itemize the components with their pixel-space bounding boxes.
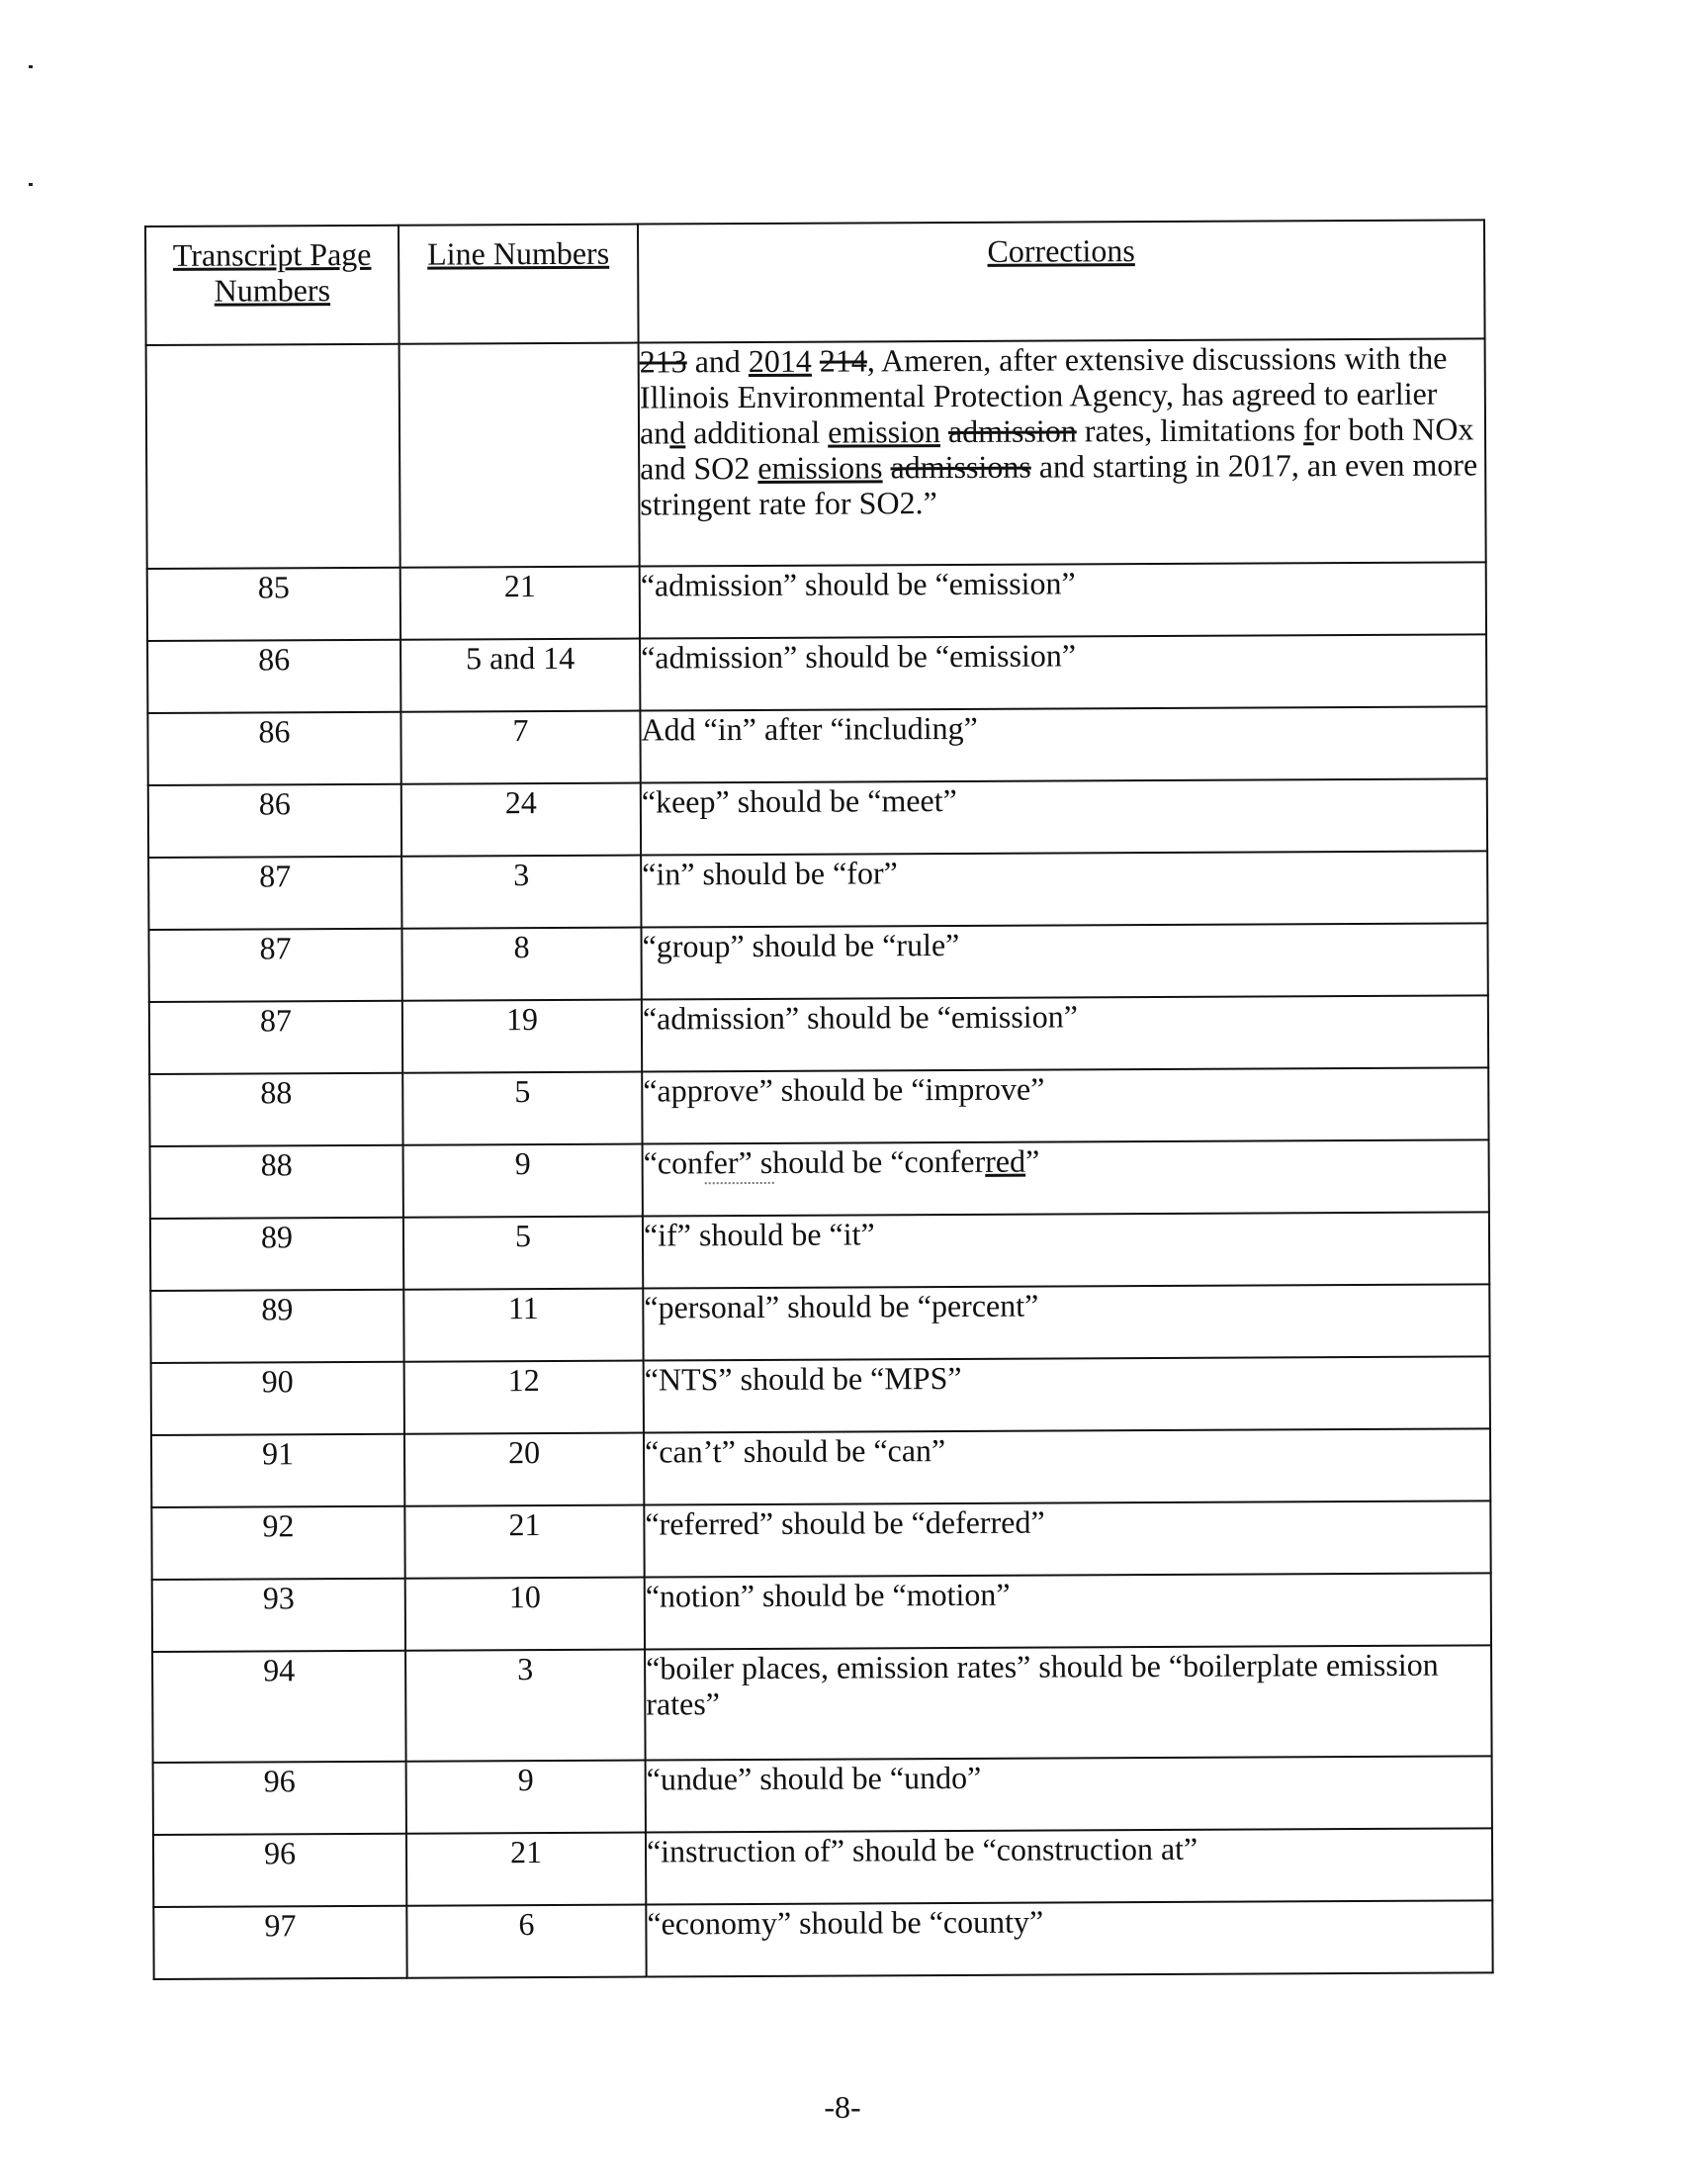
text-segment: , Ameren <box>866 341 984 379</box>
correction-cell: “admission” should be “emission” <box>640 562 1486 638</box>
correction-cell: “undue” should be “undo” <box>646 1756 1492 1832</box>
line-number-cell: 24 <box>401 783 641 857</box>
line-number-cell: 11 <box>403 1289 643 1362</box>
table-row <box>151 1356 1490 1435</box>
table-row <box>153 1900 1492 1979</box>
inserted-text: emission <box>828 413 941 450</box>
page-number-cell: 93 <box>152 1579 405 1652</box>
page-number-cell: 91 <box>151 1434 404 1507</box>
text-segment: has agreed to earlier an <box>639 375 1438 451</box>
text-segment: “confer” should be “confer <box>643 1142 986 1181</box>
page-number-footer: -8- <box>824 2089 861 2125</box>
table-row <box>150 1284 1489 1363</box>
inserted-text: , <box>1165 376 1174 412</box>
text-segment: ” <box>1024 1142 1040 1179</box>
table-row <box>147 706 1486 785</box>
text-segment <box>940 413 948 449</box>
struck-text: admission <box>947 412 1077 450</box>
table-row <box>151 1501 1490 1580</box>
correction-cell: “instruction of” should be “construction at” <box>646 1828 1492 1904</box>
line-number-cell: 5 and 14 <box>400 639 640 712</box>
correction-cell: “admission” should be “emission” <box>642 995 1488 1071</box>
table-row <box>148 923 1487 1002</box>
table-row <box>151 1428 1490 1507</box>
table-row <box>150 1139 1489 1219</box>
page-number-cell: 87 <box>149 1001 402 1074</box>
continuation-correction <box>639 338 1486 566</box>
line-number-cell: 10 <box>405 1578 645 1651</box>
line-number-cell: 19 <box>402 1000 642 1073</box>
inserted-text: d <box>669 414 686 451</box>
inserted-text: emissions <box>757 449 883 486</box>
correction-cell: “admission” should be “emission” <box>640 634 1486 710</box>
line-number-cell: 5 <box>403 1217 643 1290</box>
table-row <box>153 1828 1492 1907</box>
line-number-cell: 3 <box>405 1650 646 1762</box>
page-number-cell: 88 <box>149 1073 402 1146</box>
table-row <box>152 1573 1491 1652</box>
table-row <box>147 634 1486 713</box>
text-segment: and starting in 2017, an even more stringent rate for SO2.” <box>640 446 1478 522</box>
table-row <box>149 995 1488 1074</box>
correction-cell: “notion” should be “motion” <box>645 1573 1491 1649</box>
line-number-cell: 6 <box>406 1905 646 1978</box>
correction-cell: “economy” should be “county” <box>646 1900 1492 1976</box>
correction-cell: “approve” should be “improve” <box>642 1067 1488 1143</box>
table-row <box>153 1756 1492 1835</box>
line-number-cell: 20 <box>404 1433 644 1506</box>
page-number-cell: 89 <box>150 1290 403 1363</box>
page-number-cell: 92 <box>151 1506 404 1580</box>
scan-speck <box>29 65 33 68</box>
struck-text: 214 <box>819 342 867 379</box>
continuation-line-cell <box>399 343 640 568</box>
page-number-cell: 90 <box>151 1362 404 1435</box>
header-row <box>145 220 1485 345</box>
line-number-cell: 21 <box>400 567 640 640</box>
table-row <box>148 778 1487 858</box>
header-corrections: Corrections <box>638 220 1485 342</box>
table-row <box>149 1067 1488 1146</box>
header-line-numbers: Line Numbers <box>399 225 639 344</box>
page-number-cell: 88 <box>150 1145 403 1219</box>
line-number-cell: 8 <box>401 928 641 1001</box>
correction-cell: “can’t” should be “can” <box>644 1428 1490 1504</box>
text-segment: after extensive discussions with the Illinois Environmental Protection Agency <box>639 339 1448 415</box>
header-page-numbers: Transcript Page Numbers <box>145 226 399 345</box>
line-number-cell: 5 <box>402 1072 642 1145</box>
page-number-cell: 89 <box>150 1218 403 1291</box>
inserted-text: , <box>983 341 992 378</box>
line-number-cell: 7 <box>400 711 640 784</box>
table-row <box>147 562 1486 641</box>
correction-cell <box>643 1139 1489 1216</box>
line-number-cell: 3 <box>401 856 641 929</box>
page-number-cell: 94 <box>152 1651 406 1763</box>
correction-cell: “referred” should be “deferred” <box>644 1501 1490 1577</box>
continuation-row <box>146 338 1486 569</box>
correction-cell: “keep” should be “meet” <box>641 778 1487 855</box>
line-number-cell: 21 <box>404 1505 644 1579</box>
page-number-cell: 86 <box>148 784 401 858</box>
struck-text: 213 <box>639 343 687 380</box>
line-number-cell: 9 <box>403 1144 643 1218</box>
correction-cell: “personal” should be “percent” <box>643 1284 1489 1360</box>
text-segment: or both NOx and SO2 <box>640 410 1474 487</box>
correction-cell: “boiler places, emission rates” should be “boilerplate emission rates” <box>645 1645 1492 1760</box>
page-number-cell: 86 <box>147 640 400 713</box>
table-row <box>150 1212 1489 1291</box>
text-segment: and <box>686 343 749 380</box>
text-segment: rates, limitations <box>1076 411 1304 449</box>
correction-cell: “in” should be “for” <box>641 851 1487 927</box>
inserted-text: f <box>1302 411 1314 448</box>
page-number-cell: 85 <box>147 568 400 641</box>
page-number-cell: 97 <box>153 1906 406 1979</box>
correction-cell: “if” should be “it” <box>643 1212 1489 1288</box>
continuation-page-cell <box>146 344 400 569</box>
correction-cell: “group” should be “rule” <box>641 923 1487 999</box>
corrections-table <box>144 219 1494 1980</box>
line-number-cell: 9 <box>406 1761 646 1834</box>
scan-speck <box>29 183 33 186</box>
page-number-cell: 87 <box>148 929 401 1002</box>
line-number-cell: 21 <box>406 1833 646 1906</box>
line-number-cell: 12 <box>404 1361 644 1434</box>
page-number-cell: 86 <box>147 712 400 785</box>
inserted-text: 2014 <box>748 342 812 380</box>
inserted-text: red <box>985 1142 1026 1179</box>
page-number-cell: 96 <box>153 1834 406 1907</box>
correction-cell: Add “in” after “including” <box>640 706 1486 782</box>
page-number-cell: 87 <box>148 857 401 930</box>
struck-text: admissions <box>890 448 1031 486</box>
page-number-cell: 96 <box>153 1762 406 1835</box>
table-row <box>148 851 1487 930</box>
correction-cell: “NTS” should be “MPS” <box>644 1356 1490 1432</box>
text-segment: additional <box>685 413 829 451</box>
table-row <box>152 1645 1492 1763</box>
